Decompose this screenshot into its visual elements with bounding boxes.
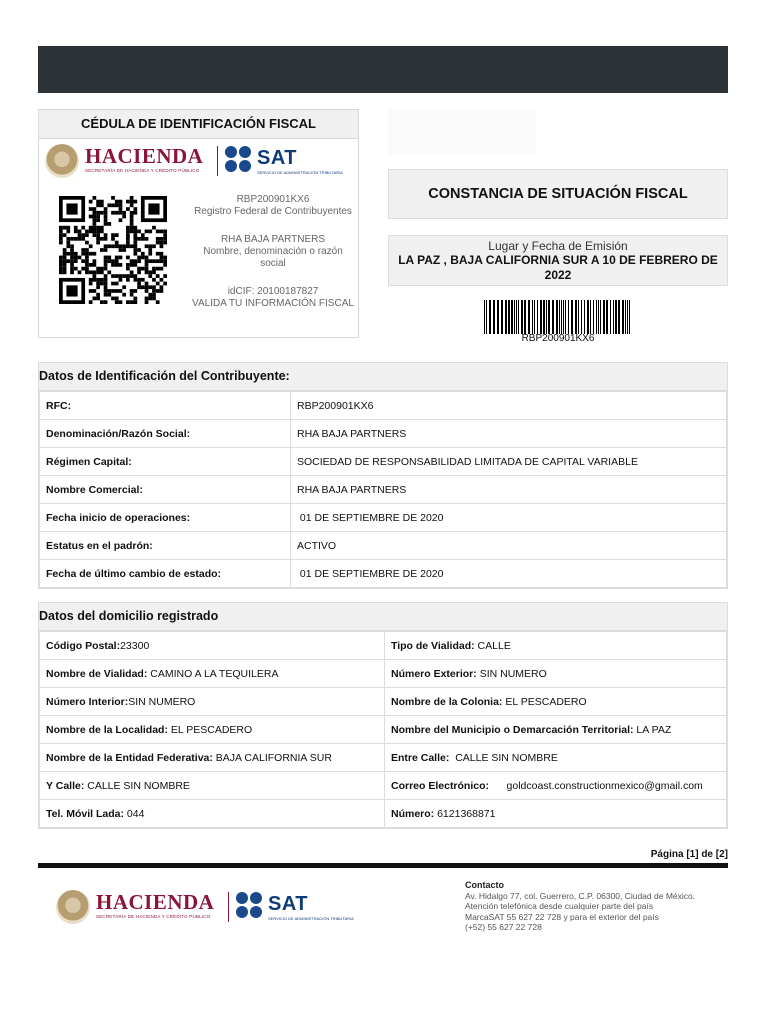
domicilio-value: CAMINO A LA TEQUILERA	[147, 667, 279, 680]
domicilio-value: 044	[123, 807, 145, 820]
contacto-title: Contacto	[465, 880, 504, 890]
page-number: Página [1] de [2]	[650, 849, 728, 860]
ident-value: ACTIVO	[291, 532, 727, 560]
ident-label: RFC:	[40, 392, 291, 420]
footer-sat-logo: SAT	[268, 893, 309, 915]
cedula-valida: VALIDA TU INFORMACIÓN FISCAL	[192, 298, 354, 309]
contacto-line: (+52) 55 627 22 728	[465, 922, 542, 932]
hacienda-seal-icon	[45, 144, 79, 178]
ident-value: SOCIEDAD DE RESPONSABILIDAD LIMITADA DE CAPITAL VARIABLE	[291, 448, 727, 476]
ident-label: Régimen Capital:	[40, 448, 291, 476]
domicilio-value: EL PESCADERO	[167, 723, 253, 736]
faded-block	[388, 110, 536, 154]
domicilio-row	[40, 632, 727, 660]
footer-logos	[56, 888, 356, 928]
domicilio-value: goldcoast.constructionmexico@gmail.com	[489, 779, 703, 792]
domicilio-cell	[385, 716, 727, 744]
domicilio-row	[40, 716, 727, 744]
domicilio-row	[40, 688, 727, 716]
footer-rule	[38, 863, 728, 868]
contacto-line: Atención telefónica desde cualquier parte del país	[465, 901, 654, 911]
ident-row	[40, 420, 727, 448]
sat-dots-icon	[225, 146, 253, 174]
domicilio-cell	[385, 688, 727, 716]
lugar-value: LA PAZ , BAJA CALIFORNIA SUR A 10 DE FEBRERO DE 2022	[398, 253, 718, 282]
domicilio-row	[40, 660, 727, 688]
ident-label: Fecha inicio de operaciones:	[40, 504, 291, 532]
hacienda-subtitle: SECRETARÍA DE HACIENDA Y CRÉDITO PÚBLICO	[85, 168, 200, 173]
ident-value: 01 DE SEPTIEMBRE DE 2020	[291, 504, 727, 532]
domicilio-label: Correo Electrónico:	[391, 779, 490, 792]
contacto-line: Av. Hidalgo 77, col. Guerrero, C.P. 06300, Ciudad de México.	[465, 890, 696, 901]
ident-label: Estatus en el padrón:	[40, 532, 291, 560]
ident-value: RBP200901KX6	[291, 392, 727, 420]
domicilio-cell	[40, 772, 385, 800]
domicilio-label: Código Postal:	[46, 639, 121, 652]
sat-subtitle: SERVICIO DE ADMINISTRACIÓN TRIBUTARIA	[257, 170, 343, 175]
domicilio-cell	[40, 716, 385, 744]
ident-row	[40, 392, 727, 420]
domicilio-row	[40, 800, 727, 828]
footer-sat-subtitle: SERVICIO DE ADMINISTRACIÓN TRIBUTARIA	[268, 916, 354, 921]
domicilio-value: 23300	[120, 639, 150, 652]
lugar-fecha-box	[388, 235, 728, 286]
ident-row	[40, 504, 727, 532]
identificacion-table	[39, 391, 727, 588]
domicilio-title: Datos del domicilio registrado	[39, 603, 727, 631]
contacto-line: MarcaSAT 55 627 22 728 y para el exterior del país	[465, 911, 659, 922]
ident-value: RHA BAJA PARTNERS	[291, 420, 727, 448]
domicilio-label: Número Interior:	[46, 695, 129, 708]
cedula-name: RHA BAJA PARTNERS	[220, 234, 326, 245]
domicilio-value: CALLE	[474, 639, 511, 652]
domicilio-table	[39, 631, 727, 828]
domicilio-label: Tel. Móvil Lada:	[46, 807, 124, 820]
ident-label: Denominación/Razón Social:	[40, 420, 291, 448]
domicilio-value: SIN NUMERO	[128, 695, 196, 708]
domicilio-cell	[40, 632, 385, 660]
domicilio-label: Nombre del Municipio o Demarcación Territorial:	[391, 723, 634, 736]
cedula-title: CÉDULA DE IDENTIFICACIÓN FISCAL	[39, 110, 358, 139]
domicilio-cell	[385, 800, 727, 828]
hacienda-seal-icon	[56, 890, 90, 924]
domicilio-cell	[40, 744, 385, 772]
sat-dots-icon	[236, 892, 264, 920]
domicilio-label: Y Calle:	[46, 779, 85, 792]
domicilio-label: Nombre de la Localidad:	[46, 723, 168, 736]
domicilio-row	[40, 744, 727, 772]
domicilio-label: Tipo de Vialidad:	[391, 639, 475, 652]
footer-hacienda-logo: HACIENDA	[96, 890, 215, 914]
domicilio-value: CALLE SIN NOMBRE	[84, 779, 190, 792]
domicilio-cell	[385, 772, 727, 800]
domicilio-value: BAJA CALIFORNIA SUR	[212, 751, 332, 764]
domicilio-label: Número:	[391, 807, 435, 820]
ident-value: 01 DE SEPTIEMBRE DE 2020	[291, 560, 727, 588]
domicilio-cell	[40, 660, 385, 688]
ident-value: RHA BAJA PARTNERS	[291, 476, 727, 504]
barcode-icon	[484, 300, 632, 334]
domicilio-value: LA PAZ	[633, 723, 672, 736]
qr-code-icon	[59, 196, 167, 304]
domicilio-label: Nombre de la Entidad Federativa:	[46, 751, 213, 764]
ident-label: Fecha de último cambio de estado:	[40, 560, 291, 588]
ident-row	[40, 476, 727, 504]
lugar-label: Lugar y Fecha de Emisión	[488, 239, 628, 253]
domicilio-cell	[40, 800, 385, 828]
cedula-rfc: RBP200901KX6	[236, 194, 310, 205]
domicilio-value: CALLE SIN NOMBRE	[449, 751, 558, 764]
cedula-card	[38, 109, 359, 338]
ident-row	[40, 560, 727, 588]
domicilio-label: Nombre de la Colonia:	[391, 695, 503, 708]
logo-divider	[217, 146, 218, 176]
identificacion-title: Datos de Identificación del Contribuyente:	[39, 363, 727, 391]
domicilio-label: Número Exterior:	[391, 667, 477, 680]
domicilio-cell	[40, 688, 385, 716]
domicilio-value: SIN NUMERO	[476, 667, 547, 680]
cedula-rfc-label: Registro Federal de Contribuyentes	[194, 206, 352, 217]
barcode-text: RBP200901KX6	[521, 333, 595, 344]
domicilio-section	[38, 602, 728, 829]
cedula-idcif: idCIF: 20100187827	[227, 286, 319, 297]
cedula-logos	[45, 142, 355, 188]
sat-logo: SAT	[257, 147, 298, 169]
ident-label: Nombre Comercial:	[40, 476, 291, 504]
identificacion-section	[38, 362, 728, 589]
domicilio-label: Nombre de Vialidad:	[46, 667, 148, 680]
domicilio-cell	[385, 660, 727, 688]
cedula-name-label: Nombre, denominación o razón social	[203, 246, 343, 269]
domicilio-cell	[385, 744, 727, 772]
domicilio-value: EL PESCADERO	[502, 695, 587, 708]
hacienda-logo: HACIENDA	[85, 144, 204, 168]
ident-row	[40, 448, 727, 476]
logo-divider	[228, 892, 229, 922]
contacto-block	[465, 880, 735, 933]
top-banner	[38, 46, 728, 93]
domicilio-value: 6121368871	[434, 807, 496, 820]
domicilio-row	[40, 772, 727, 800]
footer-hacienda-subtitle: SECRETARÍA DE HACIENDA Y CRÉDITO PÚBLICO	[96, 914, 211, 919]
constancia-title: CONSTANCIA DE SITUACIÓN FISCAL	[388, 169, 728, 219]
ident-row	[40, 532, 727, 560]
domicilio-label: Entre Calle:	[391, 751, 450, 764]
domicilio-cell	[385, 632, 727, 660]
